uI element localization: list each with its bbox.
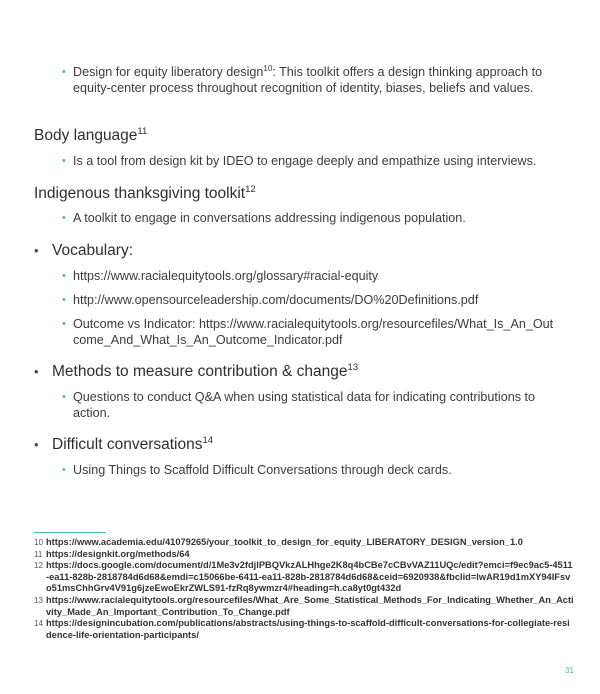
- bullet: •: [62, 66, 66, 78]
- footnote-link[interactable]: https://www.academia.edu/41079265/your_toolkit_to_design_for_equity_LIBERATORY_DESIGN_version_1.0: [46, 537, 523, 547]
- footnote-link[interactable]: https://www.racialequitytools.org/resourcefiles/What_Are_Some_Statistical_Methods_For_Indicating_Whether_An_Activity_Made_An_Important_Contribution_To_Change.pdf: [46, 594, 574, 617]
- footnote-number: 10: [34, 538, 43, 547]
- footnote: [34, 549, 574, 561]
- footnote-ref[interactable]: 14: [202, 434, 214, 446]
- heading-text: Methods to measure contribution & change: [52, 363, 348, 380]
- footnote-ref[interactable]: 12: [245, 183, 256, 195]
- heading-indigenous-toolkit: [34, 185, 256, 203]
- footnote: [34, 560, 574, 595]
- main-item-vocabulary: [34, 242, 133, 260]
- bullet: •: [62, 464, 66, 476]
- footnote-ref[interactable]: 11: [137, 125, 148, 137]
- footnote-link[interactable]: https://docs.google.com/document/d/1Me3v2fdjlPBQVkzALHhge2K8q4bCBe7cCBvVAZ11UQc/edit?emci=f9ec9ac5-4511-ea11-828b-2818784d6d68&emdi=c15066be-6411-ea11-828b-2818784d6d68&ceid=6920938&fbclid=IwAR19d1mXY94IFsvo51msChhGrv4V91g6jzeEwoEkrZWLS91-fzRq8ywmzr4#heading=h.ca8yt0gt432d: [46, 560, 573, 594]
- footnote-ref[interactable]: 13: [347, 361, 359, 373]
- footnote: [34, 537, 574, 549]
- heading-text: Indigenous thanksgiving toolkit: [34, 185, 246, 202]
- heading-text: Body language: [34, 127, 138, 144]
- link-text[interactable]: http://www.opensourceleadership.com/documents/DO%20Definitions.pdf: [73, 293, 479, 307]
- link-text[interactable]: Outcome vs Indicator: https://www.racialequitytools.org/resourcefiles/What_Is_An_Outcome_And_What_Is_An_Outcome_Indicator.pdf: [73, 317, 554, 348]
- list-item-vocab-link[interactable]: [62, 292, 562, 308]
- list-item-body-language: [62, 153, 562, 169]
- footnote-ref[interactable]: 10: [263, 63, 273, 73]
- bullet: •: [62, 318, 66, 330]
- bullet: •: [62, 391, 66, 403]
- heading-text: Difficult conversations: [52, 436, 203, 453]
- footnotes: [34, 537, 574, 641]
- bullet: •: [62, 294, 66, 306]
- footnote-number: 11: [34, 549, 43, 559]
- heading-body-language: [34, 127, 147, 145]
- footnote-number: 12: [34, 561, 43, 571]
- item-text: : This toolkit offers a design thinking approach to equity-center process throughout recognition of identity, biases, beliefs and values.: [73, 65, 543, 96]
- bullet: •: [34, 243, 39, 258]
- heading-text: Vocabulary:: [52, 242, 133, 259]
- footnote-number: 13: [34, 595, 43, 605]
- item-text: Design for equity liberatory design: [73, 65, 264, 79]
- bullet: •: [34, 364, 39, 379]
- bullet: •: [62, 270, 66, 282]
- main-item-methods: [34, 363, 358, 381]
- list-item-vocab-link[interactable]: [62, 316, 554, 349]
- list-item-methods: [62, 389, 562, 422]
- list-item-indigenous: [62, 210, 562, 226]
- item-text: Questions to conduct Q&A when using statistical data for indicating contributions to action.: [73, 390, 536, 421]
- bullet: •: [62, 212, 66, 224]
- page-number: 31: [565, 666, 574, 675]
- footnote-link[interactable]: https://designkit.org/methods/64: [46, 548, 190, 559]
- list-item-liberatory-design: [62, 64, 562, 97]
- item-text: Using Things to Scaffold Difficult Conversations through deck cards.: [73, 463, 452, 477]
- footnote: [34, 595, 574, 618]
- list-item-difficult: [62, 462, 562, 478]
- main-item-difficult-conversations: [34, 436, 213, 454]
- item-text: Is a tool from design kit by IDEO to engage deeply and empathize using interviews.: [73, 154, 537, 168]
- footnote-link[interactable]: https://designincubation.com/publications/abstracts/using-things-to-scaffold-difficult-conversations-for-collegiate-residence-life-orientation-participants/: [46, 618, 570, 640]
- bullet: •: [62, 155, 66, 167]
- link-text[interactable]: https://www.racialequitytools.org/glossary#racial-equity: [73, 269, 379, 283]
- footnote-number: 14: [34, 619, 43, 629]
- footnote-divider: [34, 532, 106, 533]
- bullet: •: [34, 437, 39, 452]
- footnote: [34, 618, 574, 641]
- item-text: A toolkit to engage in conversations addressing indigenous population.: [73, 211, 466, 225]
- list-item-vocab-link[interactable]: [62, 268, 562, 284]
